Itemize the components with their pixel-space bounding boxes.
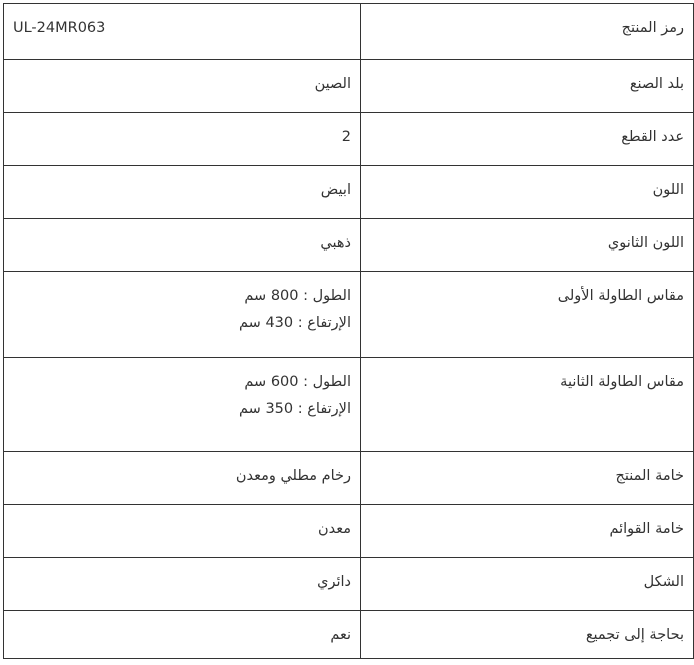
table-row — [4, 358, 694, 452]
spec-value-requires-assembly: نعم — [4, 611, 361, 659]
first-table-height: الإرتفاع : 430 سم — [239, 315, 351, 331]
spec-value-legs-material: معدن — [4, 505, 361, 558]
table-row — [4, 60, 694, 113]
spec-label-second-table-size: مقاس الطاولة الثانية — [361, 358, 694, 452]
first-table-length: الطول : 800 سم — [244, 288, 351, 304]
spec-label-piece-count: عدد القطع — [361, 113, 694, 166]
spec-value-product-material: رخام مطلي ومعدن — [4, 452, 361, 505]
spec-value-first-table-size — [4, 272, 361, 358]
spec-value-product-code: UL-24MR063 — [4, 4, 361, 60]
table-row — [4, 272, 694, 358]
table-row — [4, 166, 694, 219]
spec-label-legs-material: خامة القوائم — [361, 505, 694, 558]
spec-label-shape: الشكل — [361, 558, 694, 611]
second-table-length: الطول : 600 سم — [244, 374, 351, 390]
second-table-height: الإرتفاع : 350 سم — [239, 401, 351, 417]
spec-label-color: اللون — [361, 166, 694, 219]
spec-label-requires-assembly: بحاجة إلى تجميع — [361, 611, 694, 659]
spec-value-country-of-origin: الصين — [4, 60, 361, 113]
table-row — [4, 452, 694, 505]
spec-label-country-of-origin: بلد الصنع — [361, 60, 694, 113]
spec-label-first-table-size: مقاس الطاولة الأولى — [361, 272, 694, 358]
table-row — [4, 219, 694, 272]
table-row — [4, 113, 694, 166]
table-row — [4, 558, 694, 611]
table-row — [4, 505, 694, 558]
spec-value-second-table-size — [4, 358, 361, 452]
spec-label-product-code: رمز المنتج — [361, 4, 694, 60]
spec-value-color: ابيض — [4, 166, 361, 219]
spec-value-piece-count: 2 — [4, 113, 361, 166]
spec-value-shape: دائري — [4, 558, 361, 611]
spec-value-secondary-color: ذهبي — [4, 219, 361, 272]
spec-label-product-material: خامة المنتج — [361, 452, 694, 505]
product-specs-table — [3, 3, 694, 659]
spec-label-secondary-color: اللون الثانوي — [361, 219, 694, 272]
table-row — [4, 4, 694, 60]
table-row — [4, 611, 694, 659]
